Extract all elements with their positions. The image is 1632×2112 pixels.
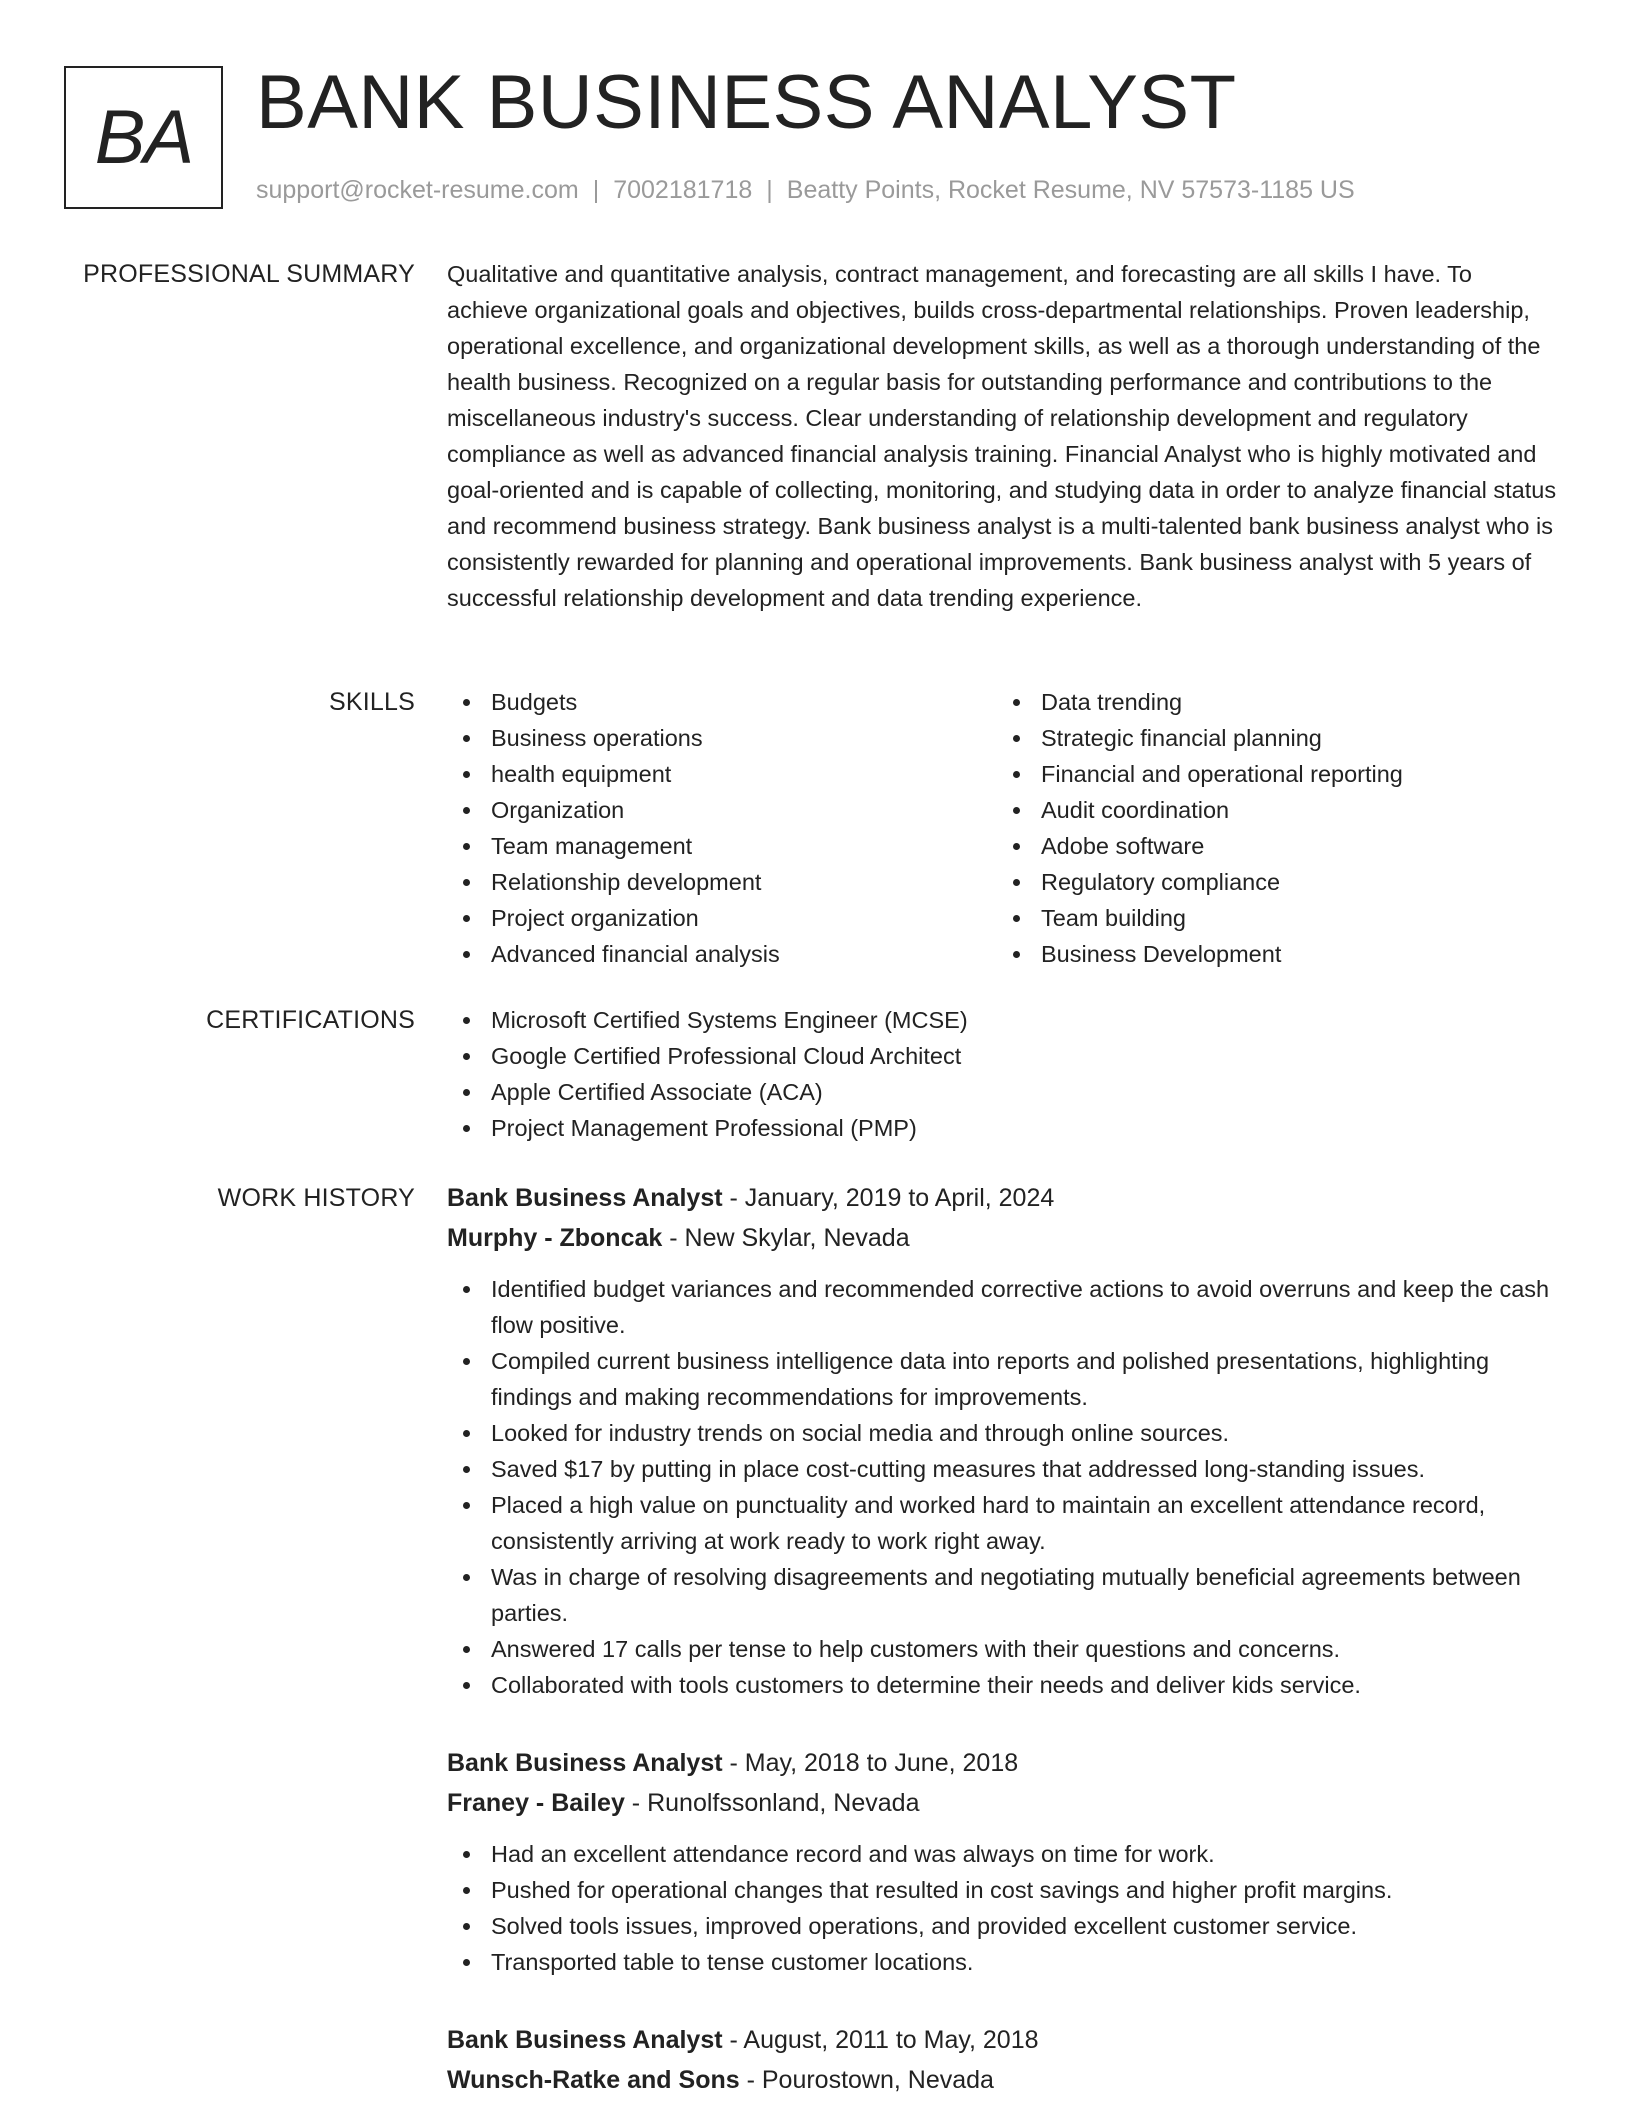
job-entry [447, 1743, 1557, 1980]
page-title: BANK BUSINESS ANALYST [256, 60, 1237, 145]
skill-item: Organization [447, 792, 997, 828]
job-entry [447, 1178, 1557, 1703]
job-title: Bank Business Analyst [447, 1184, 723, 1212]
contact-separator: | [592, 176, 600, 204]
job-dash: - [722, 1184, 745, 1212]
section-heading: SKILLS [329, 688, 415, 716]
monogram-logo [64, 66, 223, 209]
job-company: Murphy - Zboncak [447, 1224, 663, 1252]
job-dash: - [662, 1224, 685, 1252]
job-bullet: Answered 17 calls per tense to help customers with their questions and concerns. [447, 1631, 1557, 1667]
job-bullet: Collaborated with tools customers to determine their needs and deliver kids service. [447, 1667, 1557, 1703]
job-dash: - [722, 1749, 745, 1777]
section-heading: PROFESSIONAL SUMMARY [83, 260, 415, 288]
certification-item: Apple Certified Associate (ACA) [447, 1074, 1557, 1110]
job-bullet: Saved $17 by putting in place cost-cutting measures that addressed long-standing issues. [447, 1451, 1557, 1487]
job-title-line [447, 1178, 1557, 1218]
job-company-line [447, 1783, 1557, 1823]
contact-address: Beatty Points, Rocket Resume, NV 57573-1185 US [786, 176, 1355, 204]
job-bullets [447, 1836, 1557, 1980]
job-company: Wunsch-Ratke and Sons [447, 2066, 740, 2094]
job-bullet: Had an excellent attendance record and was always on time for work. [447, 1836, 1557, 1872]
skill-item: Financial and operational reporting [997, 756, 1547, 792]
skills-columns [447, 684, 1557, 972]
job-bullet: Looked for industry trends on social media and through online sources. [447, 1415, 1557, 1451]
job-bullet: Transported table to tense customer locations. [447, 1944, 1557, 1980]
job-title-line [447, 1743, 1557, 1783]
job-dash: - [722, 2026, 744, 2054]
skill-item: Audit coordination [997, 792, 1547, 828]
job-title: Bank Business Analyst [447, 1749, 723, 1777]
job-title-line [447, 2020, 1557, 2060]
section-heading: CERTIFICATIONS [206, 1006, 415, 1034]
job-location: New Skylar, Nevada [684, 1224, 910, 1252]
skill-item: Business Development [997, 936, 1547, 972]
job-bullet: Identified budget variances and recommended corrective actions to avoid overruns and keep the cash flow positive. [447, 1271, 1557, 1343]
skills-left-list [447, 684, 997, 972]
skill-item: Regulatory compliance [997, 864, 1547, 900]
job-bullets [447, 1271, 1557, 1703]
job-dates: January, 2019 to April, 2024 [744, 1184, 1055, 1212]
certification-item: Project Management Professional (PMP) [447, 1110, 1557, 1146]
job-bullet: Solved tools issues, improved operations, and provided excellent customer service. [447, 1908, 1557, 1944]
monogram-text: BA [94, 95, 193, 180]
job-company: Franey - Bailey [447, 1789, 625, 1817]
skill-item: Advanced financial analysis [447, 936, 997, 972]
job-location: Runolfssonland, Nevada [647, 1789, 920, 1817]
certifications-list [447, 1002, 1557, 1146]
certifications-body [447, 1002, 1557, 1146]
job-entry [447, 2020, 1557, 2100]
job-bullet: Was in charge of resolving disagreements and negotiating mutually beneficial agreements between parties. [447, 1559, 1557, 1631]
skill-item: Team management [447, 828, 997, 864]
job-dash: - [624, 1789, 648, 1817]
job-bullet: Placed a high value on punctuality and worked hard to maintain an excellent attendance record, consistently arriving at work ready to work right away. [447, 1487, 1557, 1559]
job-title: Bank Business Analyst [447, 2026, 723, 2054]
section-heading: WORK HISTORY [217, 1184, 415, 1212]
certification-item: Google Certified Professional Cloud Architect [447, 1038, 1557, 1074]
skills-body [447, 684, 1557, 972]
job-location: Pourostown, Nevada [761, 2066, 994, 2094]
job-bullet: Pushed for operational changes that resulted in cost savings and higher profit margins. [447, 1872, 1557, 1908]
skill-item: Team building [997, 900, 1547, 936]
job-dash: - [739, 2066, 762, 2094]
skill-item: Strategic financial planning [997, 720, 1547, 756]
job-bullet: Compiled current business intelligence data into reports and polished presentations, highlighting findings and making recommendations for improvements. [447, 1343, 1557, 1415]
skill-item: Budgets [447, 684, 997, 720]
job-dates: May, 2018 to June, 2018 [744, 1749, 1019, 1777]
skill-item: health equipment [447, 756, 997, 792]
job-company-line [447, 2060, 1557, 2100]
skill-item: Data trending [997, 684, 1547, 720]
work-history-body [447, 1178, 1557, 2112]
skill-item: Business operations [447, 720, 997, 756]
skill-item: Relationship development [447, 864, 997, 900]
contact-phone: 7002181718 [613, 176, 753, 204]
contact-email: support@rocket-resume.com [256, 176, 579, 204]
skill-item: Project organization [447, 900, 997, 936]
skill-item: Adobe software [997, 828, 1547, 864]
skills-right-list [997, 684, 1547, 972]
contact-line [256, 174, 1355, 206]
contact-separator: | [766, 176, 773, 204]
summary-text: Qualitative and quantitative analysis, contract management, and forecasting are all skills I have. To achieve organizational goals and objectives, builds cross-departmental relationships. Proven leadership, operational excellence, and organizational development skills, as well as a thorough understanding of the health business. Recognized on a regular basis for outstanding performance and contributions to the miscellaneous industry's success. Clear understanding of relationship development and regulatory compliance as well as advanced financial analysis training. Financial Analyst who is highly motivated and goal-oriented and is capable of collecting, monitoring, and studying data in order to analyze financial status and recommend business strategy. Bank business analyst is a multi-talented bank business analyst who is consistently rewarded for planning and operational improvements. Bank business analyst with 5 years of successful relationship development and data trending experience. [447, 261, 1557, 611]
job-company-line [447, 1218, 1557, 1258]
job-dates: August, 2011 to May, 2018 [743, 2026, 1039, 2054]
certification-item: Microsoft Certified Systems Engineer (MCSE) [447, 1002, 1557, 1038]
